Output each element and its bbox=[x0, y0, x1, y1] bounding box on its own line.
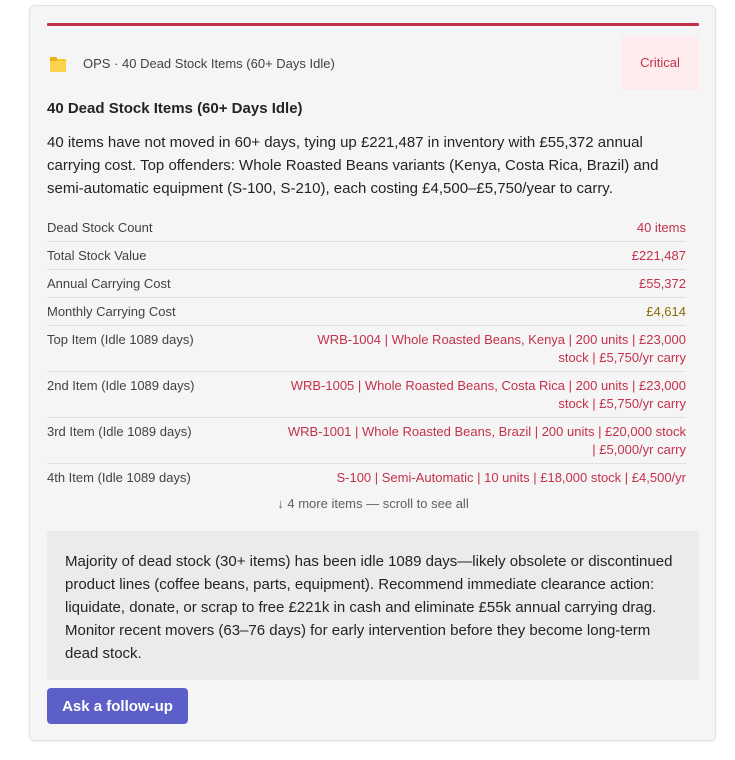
critical-accent-bar bbox=[47, 23, 699, 26]
card-title: 40 Dead Stock Items (60+ Days Idle) bbox=[47, 100, 303, 117]
metric-label: 2nd Item (Idle 1089 days) bbox=[47, 378, 195, 393]
card-summary: 40 items have not moved in 60+ days, tying up £221,487 in inventory with £55,372 annual carrying cost. Top offenders: Whole Roasted Beans variants (Kenya, Costa Rica, Brazil) and semi-automatic equipment (S-100, S-210), each costing £4,500–£5,750/year to carry. bbox=[47, 134, 659, 197]
metric-value: £55,372 bbox=[639, 276, 686, 291]
metric-row bbox=[47, 326, 686, 372]
metric-value: £4,614 bbox=[646, 304, 686, 319]
insight-text: Majority of dead stock (30+ items) has been idle 1089 days—likely obsolete or discontinued product lines (coffee beans, parts, equipment). Recommend immediate clearance action: liquidate, donate, or scrap to free £221k in cash and eliminate £55k annual carrying drag. Monitor recent movers (63–76 days) for early intervention before they become long-term dead stock. bbox=[47, 531, 699, 680]
metric-label: Total Stock Value bbox=[47, 248, 147, 263]
more-items-hint: ↓ 4 more items — scroll to see all bbox=[277, 496, 469, 511]
metric-row bbox=[47, 298, 686, 326]
ask-followup-button[interactable]: Ask a follow-up bbox=[47, 688, 188, 724]
metrics-table bbox=[47, 214, 686, 491]
metric-label: Annual Carrying Cost bbox=[47, 276, 171, 291]
metric-row bbox=[47, 214, 686, 242]
metric-value: £221,487 bbox=[631, 248, 686, 263]
metric-row bbox=[47, 418, 686, 464]
card-category-label: OPS · 40 Dead Stock Items (60+ Days Idle) bbox=[83, 56, 335, 71]
metric-label: 3rd Item (Idle 1089 days) bbox=[47, 424, 192, 439]
metric-label: Monthly Carrying Cost bbox=[47, 304, 176, 319]
metric-row bbox=[47, 270, 686, 298]
metric-label: Dead Stock Count bbox=[47, 220, 153, 235]
card-header bbox=[47, 36, 699, 92]
metric-label: Top Item (Idle 1089 days) bbox=[47, 332, 194, 347]
folder-icon bbox=[49, 55, 67, 73]
dead-stock-card bbox=[29, 5, 716, 741]
metric-row bbox=[47, 242, 686, 270]
metric-value: WRB-1001 | Whole Roasted Beans, Brazil | 200 units | £20,000 stock | £5,000/yr carry bbox=[287, 424, 686, 457]
metric-value: WRB-1004 | Whole Roasted Beans, Kenya | 200 units | £23,000 stock | £5,750/yr carry bbox=[317, 332, 686, 365]
metric-label: 4th Item (Idle 1089 days) bbox=[47, 470, 191, 485]
metric-value: 40 items bbox=[636, 220, 686, 235]
metric-row bbox=[47, 372, 686, 418]
severity-badge: Critical bbox=[621, 36, 699, 90]
metric-value: S-100 | Semi-Automatic | 10 units | £18,000 stock | £4,500/yr bbox=[336, 470, 686, 485]
metric-value: WRB-1005 | Whole Roasted Beans, Costa Rica | 200 units | £23,000 stock | £5,750/yr carry bbox=[290, 378, 686, 411]
metric-row bbox=[47, 464, 686, 491]
